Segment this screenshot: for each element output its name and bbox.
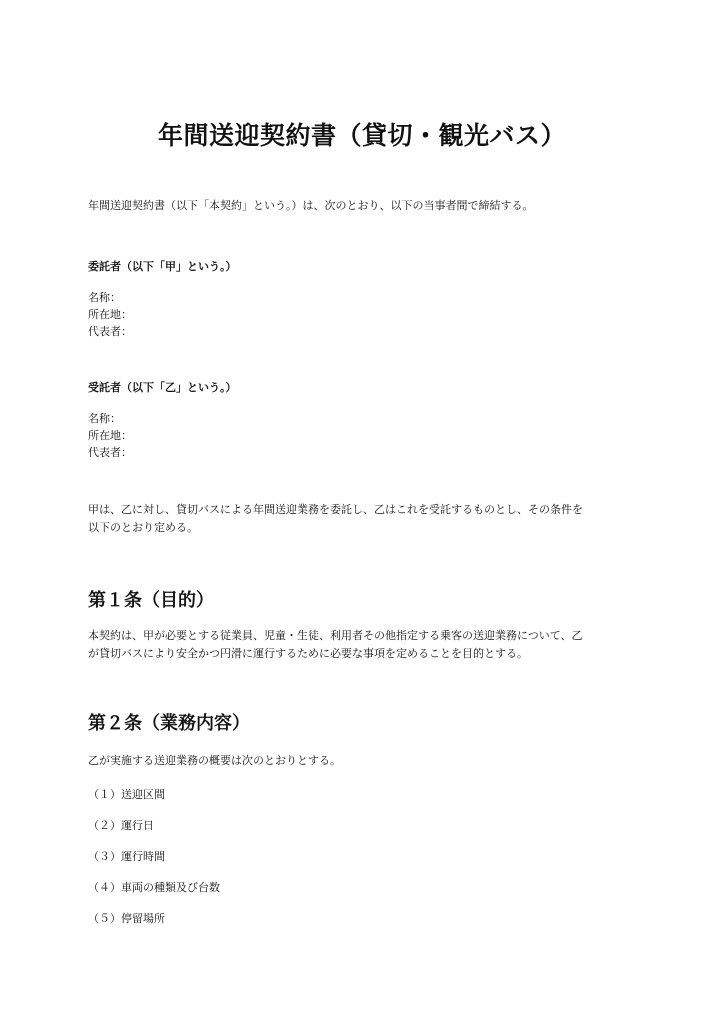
article-2-item: （３）運行時間: [88, 850, 165, 863]
article-2-heading: 第２条（業務内容）: [88, 713, 250, 734]
preamble-line: 甲は、乙に対し、貸切バスによる年間送迎業務を委託し、乙はこれを受託するものとし、その条件を: [88, 503, 583, 516]
party-b-name-label: 名称：: [88, 412, 121, 425]
party-a-heading: 委託者（以下「甲」という。）: [88, 260, 237, 273]
preamble-paragraph: [88, 501, 648, 537]
article-1-body: [88, 627, 648, 663]
article-1-line: 本契約は、甲が必要とする従業員、児童・生徒、利用者その他指定する乗客の送迎業務について、乙: [88, 629, 583, 642]
article-1-line: が貸切バスにより安全かつ円滑に運行するために必要な事項を定めることを目的とする。: [88, 647, 528, 660]
party-b-rep-label: 代表者：: [88, 446, 132, 459]
article-2-item: （２）運行日: [88, 819, 154, 832]
party-b-address-label: 所在地：: [88, 429, 132, 442]
article-2-item: （４）車両の種類及び台数: [88, 881, 220, 894]
party-a-rep-label: 代表者：: [88, 325, 132, 338]
article-2-item: （５）停留場所: [88, 912, 165, 925]
document-title: 年間送迎契約書（貸切・観光バス）: [157, 121, 566, 150]
intro-paragraph: 年間送迎契約書（以下「本契約」という。）は、次のとおり、以下の当事者間で締結する。: [88, 199, 534, 212]
article-1-heading: 第１条（目的）: [88, 590, 214, 611]
party-a-name-label: 名称：: [88, 291, 121, 304]
party-a-fields: [88, 289, 648, 340]
party-b-heading: 受託者（以下「乙」という。）: [88, 381, 237, 394]
article-2-item: （１）送迎区間: [88, 788, 165, 801]
preamble-line: 以下のとおり定める。: [88, 521, 198, 534]
party-b-fields: [88, 410, 648, 461]
article-2-intro: 乙が実施する送迎業務の概要は次のとおりとする。: [88, 754, 341, 767]
party-a-address-label: 所在地：: [88, 308, 132, 321]
